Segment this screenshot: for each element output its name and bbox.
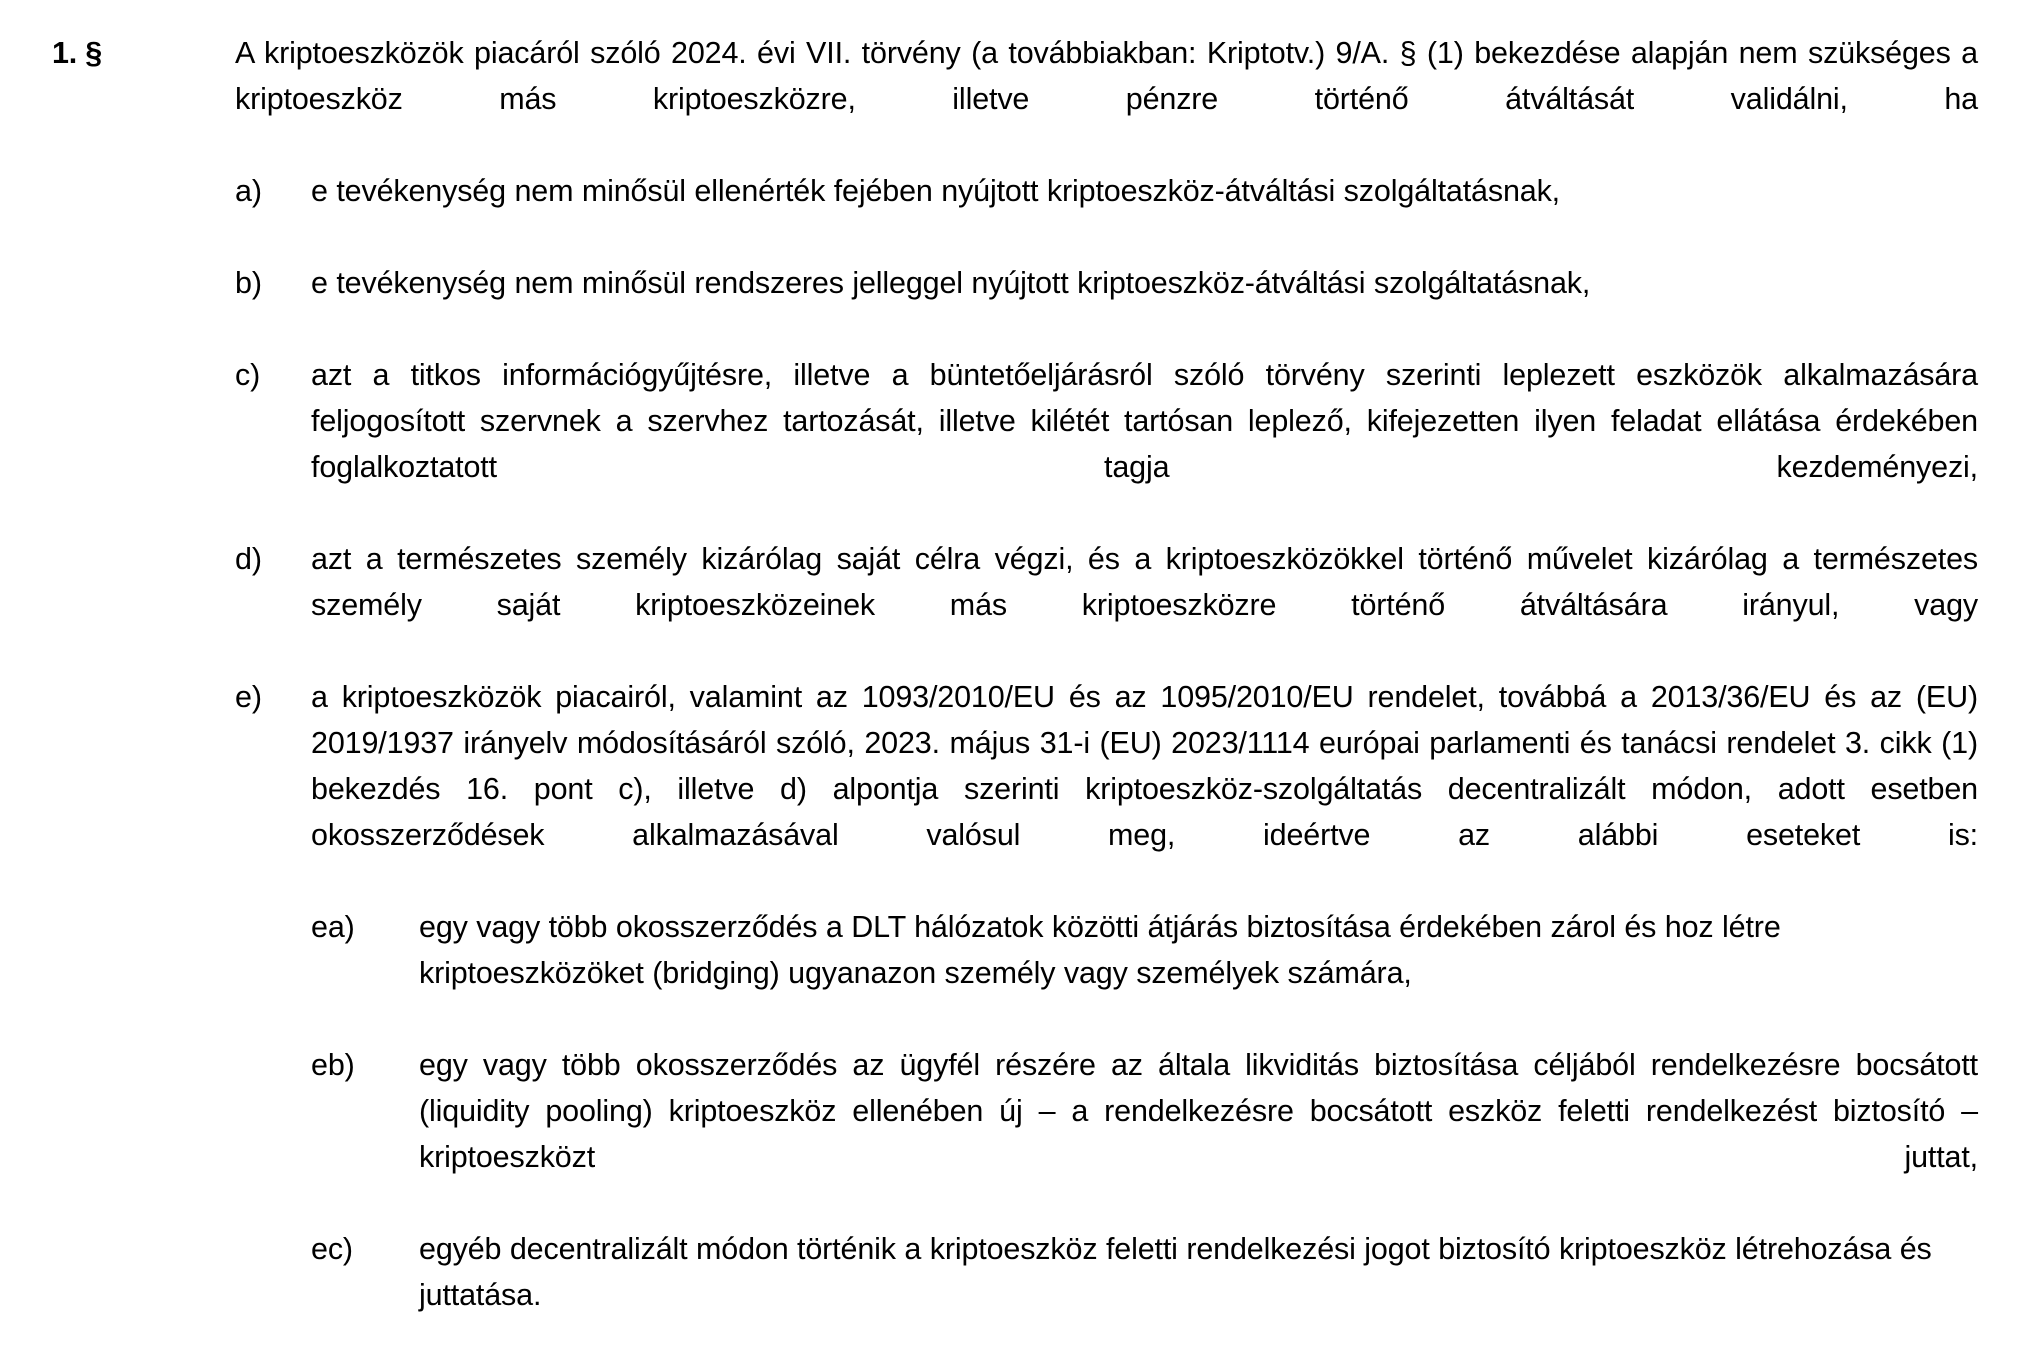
list-item-e-label: e) [235,680,262,714]
list-item-b [235,260,1978,352]
list-item-a-text: e tevékenység nem minősül ellenérték fejében nyújtott kriptoeszköz-átváltási szolgáltatásnak, [311,174,1560,208]
list-item-c [235,352,1978,536]
section-intro-paragraph [235,30,1978,168]
list-item-d-label: d) [235,542,262,576]
sub-list-item-ea-label: ea) [311,910,355,944]
list-item-b-text: e tevékenység nem minősül rendszeres jelleggel nyújtott kriptoeszköz-átváltási szolgáltatásnak, [311,266,1591,300]
list-item-c-label: c) [235,358,261,392]
sub-list-item-ea-text: egy vagy több okosszerződés a DLT hálózatok közötti átjárás biztosítása érdekében zárol és hoz létre kriptoeszközöket (bridging) ugyanazon személy vagy személyek számára, [419,910,1781,990]
sub-list-item-ec-label: ec) [311,1232,353,1266]
list-item-d-text: azt a természetes személy kizárólag saját célra végzi, és a kriptoeszközökkel történő művelet kizárólag a természetes személy saját kriptoeszközeinek más kriptoeszközre történő átváltására irányul, vagy [311,542,1978,622]
list-item-b-label: b) [235,266,262,300]
sub-list-item-ec-text: egyéb decentralizált módon történik a kriptoeszköz feletti rendelkezési jogot biztosító kriptoeszköz létrehozása és juttatása. [419,1232,1932,1312]
sub-list-item-eb-label: eb) [311,1048,355,1082]
sub-list-item-eb [311,1042,1978,1226]
section-number-marker: 1. § [52,36,103,70]
list-item-c-text: azt a titkos információgyűjtésre, illetve a büntetőeljárásról szóló törvény szerinti leplezett eszközök alkalmazására feljogosított szervnek a szervhez tartozását, illetve kilétét tartósan leplező, kifejezetten ilyen feladat ellátása érdekében foglalkoztatott tagja kezdeményezi, [311,358,1978,484]
sub-list-item-ea [311,904,1978,1042]
list-item-a-label: a) [235,174,262,208]
list-item-d [235,536,1978,674]
legal-section-1 [52,30,1978,1364]
sub-list-item-eb-text: egy vagy több okosszerződés az ügyfél részére az általa likviditás biztosítása céljából rendelkezésre bocsátott (liquidity pooling) kriptoeszköz ellenében új – a rendelkezésre bocsátott eszköz feletti rendelkezést biztosító – kriptoeszközt juttat, [419,1048,1978,1174]
list-item-a [235,168,1978,260]
sub-list-item-ec [311,1226,1978,1364]
list-item-e [235,674,1978,904]
section-intro-text: A kriptoeszközök piacáról szóló 2024. évi VII. törvény (a továbbiakban: Kriptotv.) 9/A. § (1) bekezdése alapján nem szükséges a kriptoeszköz más kriptoeszközre, illetve pénzre történő átváltását validálni, ha [235,36,1978,116]
list-item-e-text: a kriptoeszközök piacairól, valamint az 1093/2010/EU és az 1095/2010/EU rendelet, továbbá a 2013/36/EU és az (EU) 2019/1937 irányelv módosításáról szóló, 2023. május 31-i (EU) 2023/1114 európai parlamenti és tanácsi rendelet 3. cikk (1) bekezdés 16. pont c), illetve d) alpontja szerinti kriptoeszköz-szolgáltatás decentralizált módon, adott esetben okosszerződések alkalmazásával valósul meg, ideértve az alábbi eseteket is: [311,680,1978,852]
